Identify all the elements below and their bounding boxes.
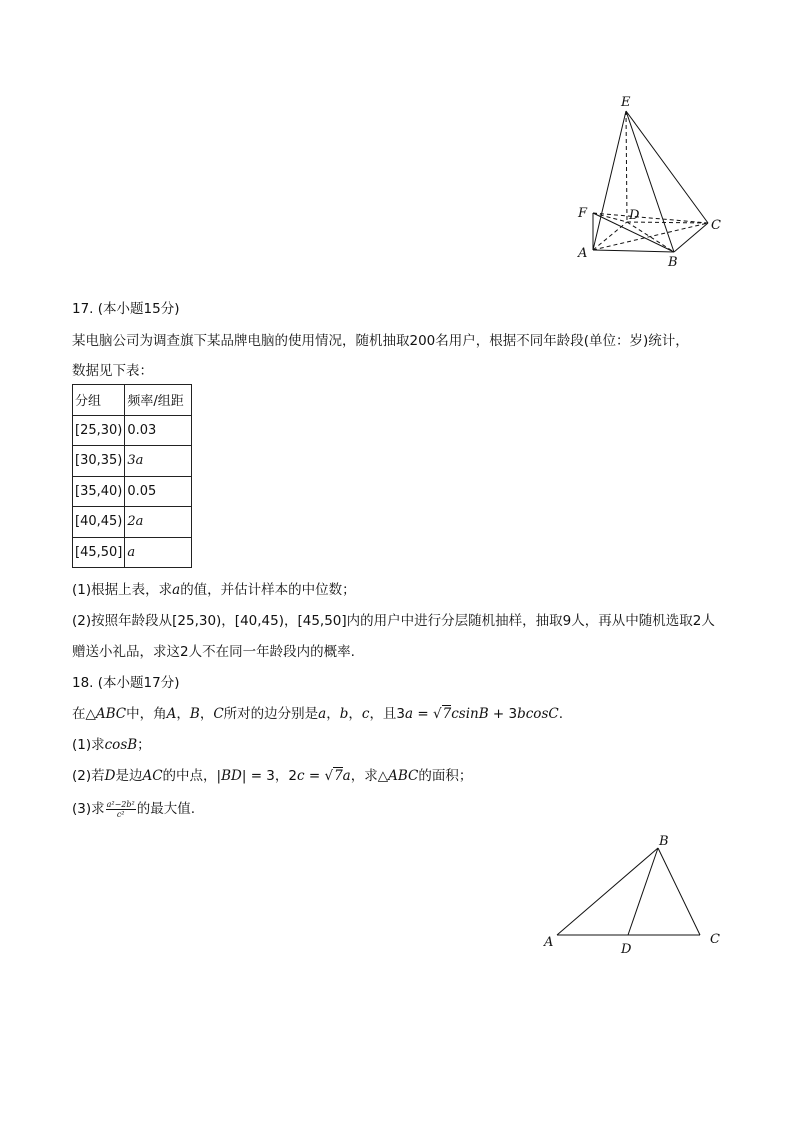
table-header-row xyxy=(73,385,192,416)
label-A: A xyxy=(578,246,588,261)
q18-header: 18. (本小题17分) xyxy=(72,675,180,691)
sqrt-radicand: 7 xyxy=(442,706,452,722)
q18-intro-t3: 所对的边分别是 xyxy=(223,706,319,722)
label-F: F xyxy=(578,206,588,221)
triangle-figure xyxy=(536,828,726,958)
fraction-denominator: c² xyxy=(116,809,125,819)
label-D: D xyxy=(621,942,632,957)
q17-part1-text-a: (1)根据上表，求 xyxy=(72,582,173,598)
q18-part2-t5: ，求△ xyxy=(350,768,389,784)
q18-intro-end: . xyxy=(558,706,563,722)
q18-part2-D: D xyxy=(104,768,116,784)
label-B: B xyxy=(659,834,669,849)
q18-intro-abc: ABC xyxy=(95,706,127,722)
q18-intro-sep: ， xyxy=(348,706,362,722)
q18-part2 xyxy=(72,766,472,786)
q18-part2-a: a xyxy=(342,768,351,784)
table-row xyxy=(73,507,192,538)
q18-intro-B: B xyxy=(189,706,200,722)
q18-part2-t1: (2)若 xyxy=(72,768,105,784)
table-cell-value: 0.03 xyxy=(125,415,192,446)
edge-AB xyxy=(593,250,674,252)
q18-intro-t2: 中，角 xyxy=(126,706,167,722)
q18-part2-eq: = xyxy=(304,768,325,784)
q18-part2-c: c xyxy=(296,768,305,784)
table-row xyxy=(73,476,192,507)
table-row xyxy=(73,537,192,568)
sqrt-symbol: √7 xyxy=(324,768,343,784)
q18-intro-a: a xyxy=(318,706,327,722)
q18-intro-t4: ，且3 xyxy=(369,706,406,722)
q18-part3-text-a: (3)求 xyxy=(72,801,105,817)
q18-part1-cosB: cosB xyxy=(104,737,138,753)
frequency-table xyxy=(72,384,192,568)
table-cell-group: [25,30) xyxy=(73,415,125,446)
q18-intro xyxy=(72,704,563,724)
edge-ED xyxy=(626,111,627,222)
q18-intro-sep: ， xyxy=(176,706,190,722)
q18-part2-t4: | = 3，2 xyxy=(241,768,297,784)
table-cell-value: 3a xyxy=(125,446,192,477)
q18-part1 xyxy=(72,735,151,755)
q18-part3-text-b: 的最大值. xyxy=(136,801,196,817)
table-cell-value: 0.05 xyxy=(125,476,192,507)
edge-EA xyxy=(593,111,626,250)
table-row xyxy=(73,415,192,446)
q18-part2-t2: 是边 xyxy=(115,768,143,784)
q18-intro-plus: + 3 xyxy=(488,706,518,722)
q18-intro-a2: a xyxy=(405,706,414,722)
table-cell-group: [30,35) xyxy=(73,446,125,477)
q18-part2-ABC: ABC xyxy=(388,768,419,784)
q18-intro-eq: = xyxy=(413,706,433,722)
edge-EC xyxy=(626,111,708,223)
table-cell-group: [35,40) xyxy=(73,476,125,507)
table-header-group: 分组 xyxy=(73,385,125,416)
sqrt-radicand: 7 xyxy=(334,768,343,784)
fraction-numerator: a²−2b² xyxy=(106,799,135,809)
q18-part3 xyxy=(72,799,195,819)
q18-intro-A: A xyxy=(166,706,177,722)
label-C: C xyxy=(711,218,721,233)
q17-part2-line2: 赠送小礼品，求这2人不在同一年龄段内的概率. xyxy=(72,644,355,660)
q18-intro-c: c xyxy=(361,706,370,722)
pyramid-figure xyxy=(570,92,730,272)
edge-EB xyxy=(626,111,674,252)
q18-part2-t3: 的中点，| xyxy=(162,768,222,784)
q18-part2-BD: BD xyxy=(221,768,242,784)
q17-part1-var: a xyxy=(172,582,181,598)
q18-part2-t6: 的面积； xyxy=(418,768,473,784)
fraction xyxy=(106,800,136,819)
q17-part1 xyxy=(72,580,356,600)
q18-intro-sep: ， xyxy=(326,706,340,722)
edge-AC xyxy=(593,223,708,250)
table-cell-group: [45,50] xyxy=(73,537,125,568)
q18-intro-b: b xyxy=(339,706,349,722)
label-B: B xyxy=(668,255,678,270)
label-E: E xyxy=(621,95,631,110)
q18-part1-text-c: ； xyxy=(137,737,151,753)
label-A: A xyxy=(544,935,554,950)
q17-part1-text-c: 的值，并估计样本的中位数； xyxy=(180,582,356,598)
q18-part2-AC: AC xyxy=(142,768,163,784)
q18-intro-bcosC: bcosC xyxy=(517,706,559,722)
table-row xyxy=(73,446,192,477)
table-header-freq: 频率/组距 xyxy=(125,385,192,416)
q18-intro-sep: ， xyxy=(199,706,214,722)
q17-part2-line1: (2)按照年龄段从[25,30)，[40,45)，[45,50]内的用户中进行分层随机抽样，抽取9人，再从中随机选取2人 xyxy=(72,613,715,629)
table-cell-group: [40,45) xyxy=(73,507,125,538)
q18-intro-t1: 在△ xyxy=(72,706,96,722)
sqrt-symbol: √7 xyxy=(433,706,452,722)
label-C: C xyxy=(710,932,720,947)
q18-intro-C: C xyxy=(213,706,224,722)
q17-intro-line1: 某电脑公司为调查旗下某品牌电脑的使用情况，随机抽取200名用户，根据不同年龄段(单位：岁)统计， xyxy=(72,333,689,349)
q18-intro-csinB: csinB xyxy=(451,706,489,722)
table-cell-value: 2a xyxy=(125,507,192,538)
q17-intro-line2: 数据见下表： xyxy=(72,363,153,379)
side-BC xyxy=(658,848,700,935)
label-D: D xyxy=(629,208,640,223)
q17-header: 17. (本小题15分) xyxy=(72,301,180,317)
table-cell-value: a xyxy=(125,537,192,568)
q18-part1-text-a: (1)求 xyxy=(72,737,105,753)
